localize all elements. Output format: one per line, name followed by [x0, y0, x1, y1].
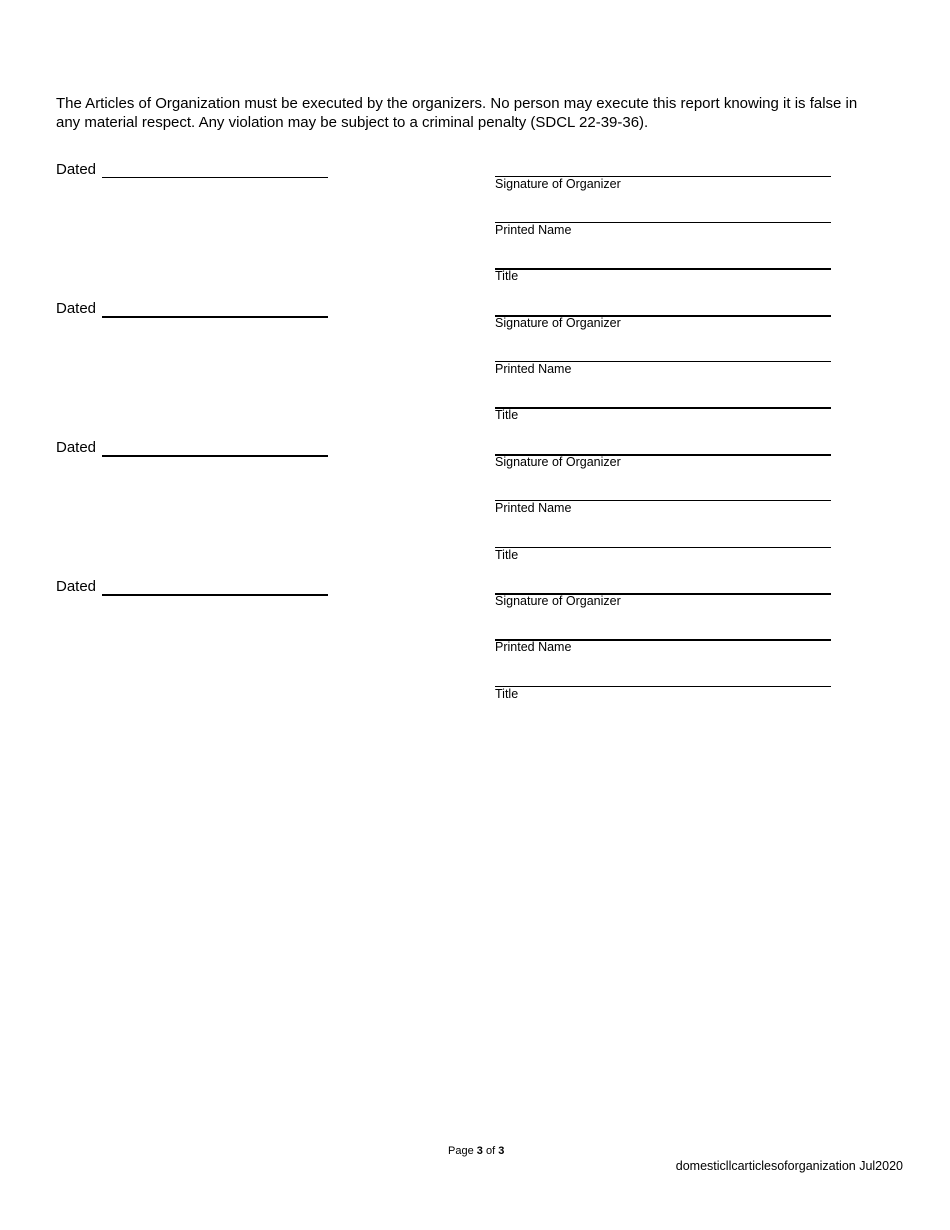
- page-of: of: [485, 1145, 496, 1157]
- printed-name-field-3[interactable]: [495, 500, 831, 520]
- title-field-2[interactable]: [495, 407, 831, 427]
- dated-input-line-4[interactable]: [102, 594, 328, 596]
- dated-field-1: [56, 161, 328, 183]
- signature-field-3[interactable]: [495, 454, 831, 474]
- printed-name-field-2[interactable]: [495, 361, 831, 381]
- title-line: [495, 268, 831, 270]
- title-line: [495, 407, 831, 409]
- signature-caption: Signature of Organizer: [495, 177, 621, 191]
- title-caption: Title: [495, 408, 519, 422]
- title-field-1[interactable]: [495, 268, 831, 288]
- printed-name-field-1[interactable]: [495, 222, 831, 242]
- page-current: 3: [476, 1145, 483, 1157]
- dated-field-4: [56, 578, 328, 600]
- page-total: 3: [498, 1145, 505, 1157]
- printed-name-field-4[interactable]: [495, 639, 831, 659]
- title-line: [495, 686, 831, 687]
- attestation-line-1: The Articles of Organization must be executed by the organizers. No person may execute this report knowing it is false in: [56, 95, 858, 112]
- dated-field-2: [56, 300, 328, 322]
- title-field-4[interactable]: [495, 686, 831, 706]
- printed-name-caption: Printed Name: [495, 362, 572, 376]
- signature-caption: Signature of Organizer: [495, 594, 621, 608]
- signature-field-1[interactable]: [495, 176, 831, 196]
- title-line: [495, 547, 831, 548]
- signature-field-4[interactable]: [495, 593, 831, 613]
- dated-label: Dated: [56, 161, 97, 178]
- page-prefix: Page: [448, 1145, 474, 1157]
- title-caption: Title: [495, 548, 519, 562]
- title-caption: Title: [495, 269, 519, 283]
- signature-caption: Signature of Organizer: [495, 316, 621, 330]
- dated-input-line-3[interactable]: [102, 455, 328, 457]
- page-number: [448, 1144, 504, 1158]
- dated-field-3: [56, 439, 328, 461]
- dated-input-line-2[interactable]: [102, 316, 328, 318]
- title-caption: Title: [495, 687, 519, 701]
- attestation-statement: [56, 94, 896, 132]
- dated-label: Dated: [56, 300, 97, 317]
- printed-name-caption: Printed Name: [495, 640, 572, 654]
- printed-name-caption: Printed Name: [495, 501, 572, 515]
- dated-label: Dated: [56, 578, 97, 595]
- printed-name-caption: Printed Name: [495, 223, 572, 237]
- form-code: domesticllcarticlesoforganization Jul2020: [675, 1159, 903, 1173]
- dated-label: Dated: [56, 439, 97, 456]
- title-field-3[interactable]: [495, 547, 831, 567]
- dated-input-line-1[interactable]: [102, 177, 328, 178]
- signature-field-2[interactable]: [495, 315, 831, 335]
- signature-caption: Signature of Organizer: [495, 455, 621, 469]
- attestation-line-2: any material respect. Any violation may be subject to a criminal penalty (SDCL 22-39-36).: [56, 114, 649, 131]
